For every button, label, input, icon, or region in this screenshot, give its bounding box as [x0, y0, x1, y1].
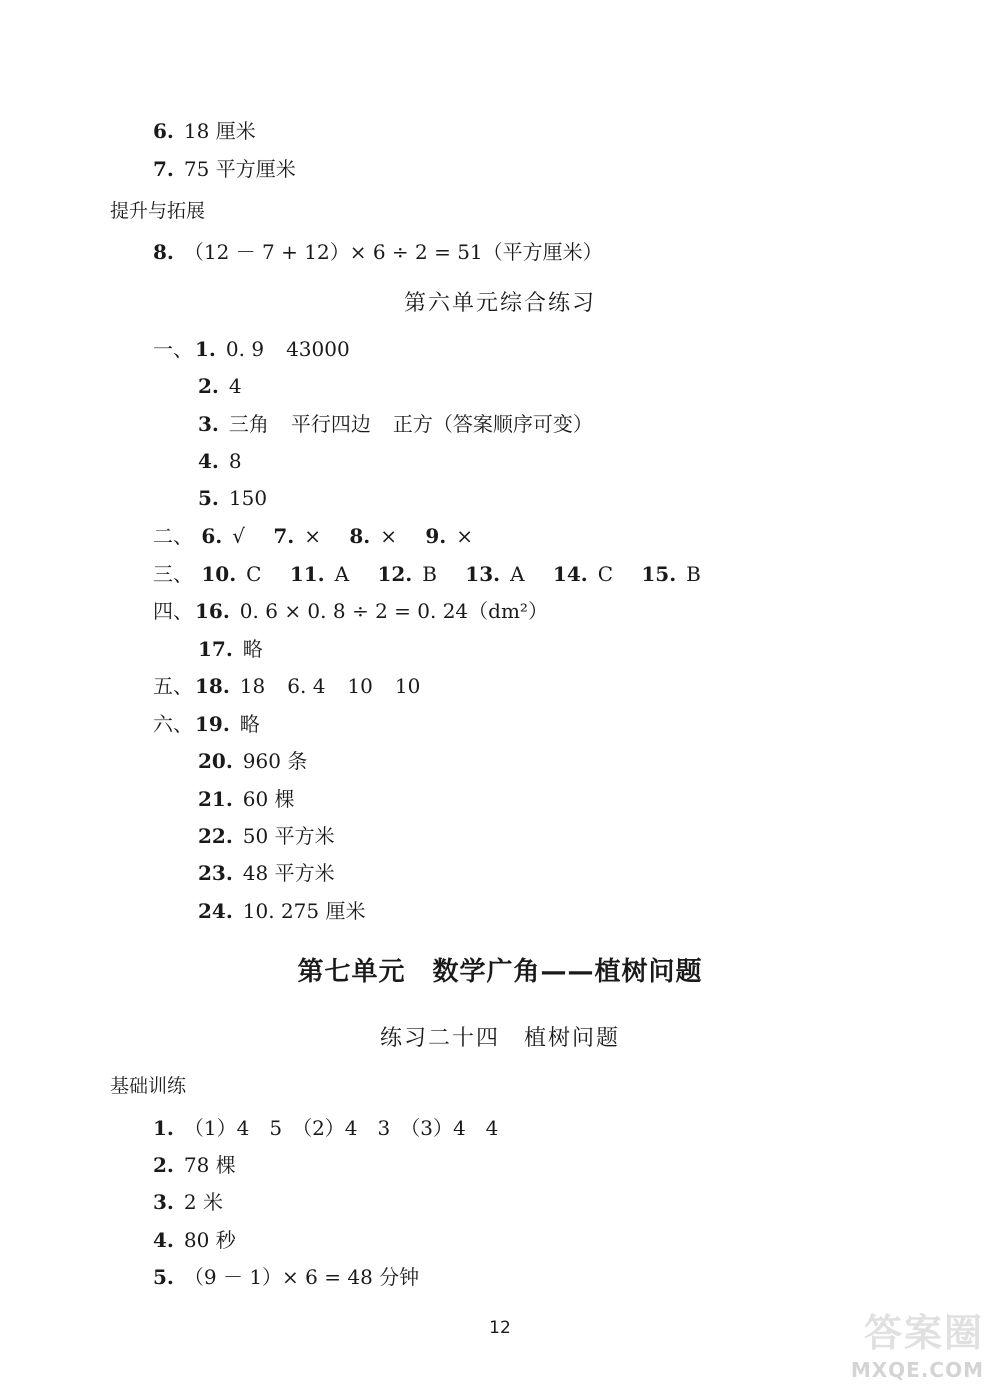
- basic-item-5: 5. （9 － 1）× 6 = 48 分钟: [153, 1265, 420, 1289]
- unit6-q20: 20. 960 条: [198, 749, 308, 773]
- basic-item-4: 4. 80 秒: [153, 1228, 236, 1252]
- watermark-site: MXQE.COM: [850, 1358, 984, 1382]
- unit6-q24: 24. 10. 275 厘米: [198, 899, 366, 923]
- unit6-title: 第六单元综合练习: [403, 291, 596, 316]
- answer-item-7: 7. 75 平方厘米: [153, 157, 296, 181]
- unit6-q4: 4. 8: [198, 449, 242, 473]
- unit6-q2: 2. 4: [198, 374, 242, 398]
- unit6-q3: 3. 三角 平行四边 正方（答案顺序可变）: [198, 412, 593, 436]
- unit6-part2-true-false: 二、 6. √ 7. × 8. × 9. ×: [153, 524, 474, 548]
- unit6-q5: 5. 150: [198, 486, 268, 510]
- unit6-q23: 23. 48 平方米: [198, 861, 335, 885]
- basic-item-1: 1. （1）4 5 （2）4 3 （3）4 4: [153, 1116, 499, 1140]
- basic-item-2: 2. 78 棵: [153, 1153, 236, 1177]
- unit6-part3-multiple-choice: 三、 10. C 11. A 12. B 13. A 14. C 15. B: [153, 562, 701, 586]
- unit6-part6-q19: 六、 19. 略: [153, 712, 260, 736]
- unit6-q22: 22. 50 平方米: [198, 824, 335, 848]
- watermark: [820, 1300, 990, 1386]
- unit6-part1-q1: 一、 1. 0. 9 43000: [153, 337, 350, 361]
- answer-item-6: 6. 18 厘米: [153, 119, 256, 143]
- basic-item-3: 3. 2 米: [153, 1190, 223, 1214]
- unit7-title: 第七单元 数学广角——植树问题: [297, 957, 703, 987]
- unit6-part5-q18: 五、 18. 18 6. 4 10 10: [153, 674, 421, 698]
- exercise24-title: 练习二十四 植树问题: [379, 1026, 620, 1051]
- unit6-part4-q16: 四、 16. 0. 6 × 0. 8 ÷ 2 = 0. 24（dm²）: [153, 599, 548, 623]
- watermark-logo: 答案圈: [863, 1311, 984, 1355]
- answer-item-8: 8. （12 － 7 + 12）× 6 ÷ 2 = 51（平方厘米）: [153, 240, 603, 264]
- unit6-q17: 17. 略: [198, 637, 263, 661]
- section-heading-extend: 提升与拓展: [110, 200, 206, 222]
- page-number: 12: [489, 1318, 511, 1338]
- section-heading-basic: 基础训练: [110, 1075, 187, 1097]
- unit6-q21: 21. 60 棵: [198, 787, 295, 811]
